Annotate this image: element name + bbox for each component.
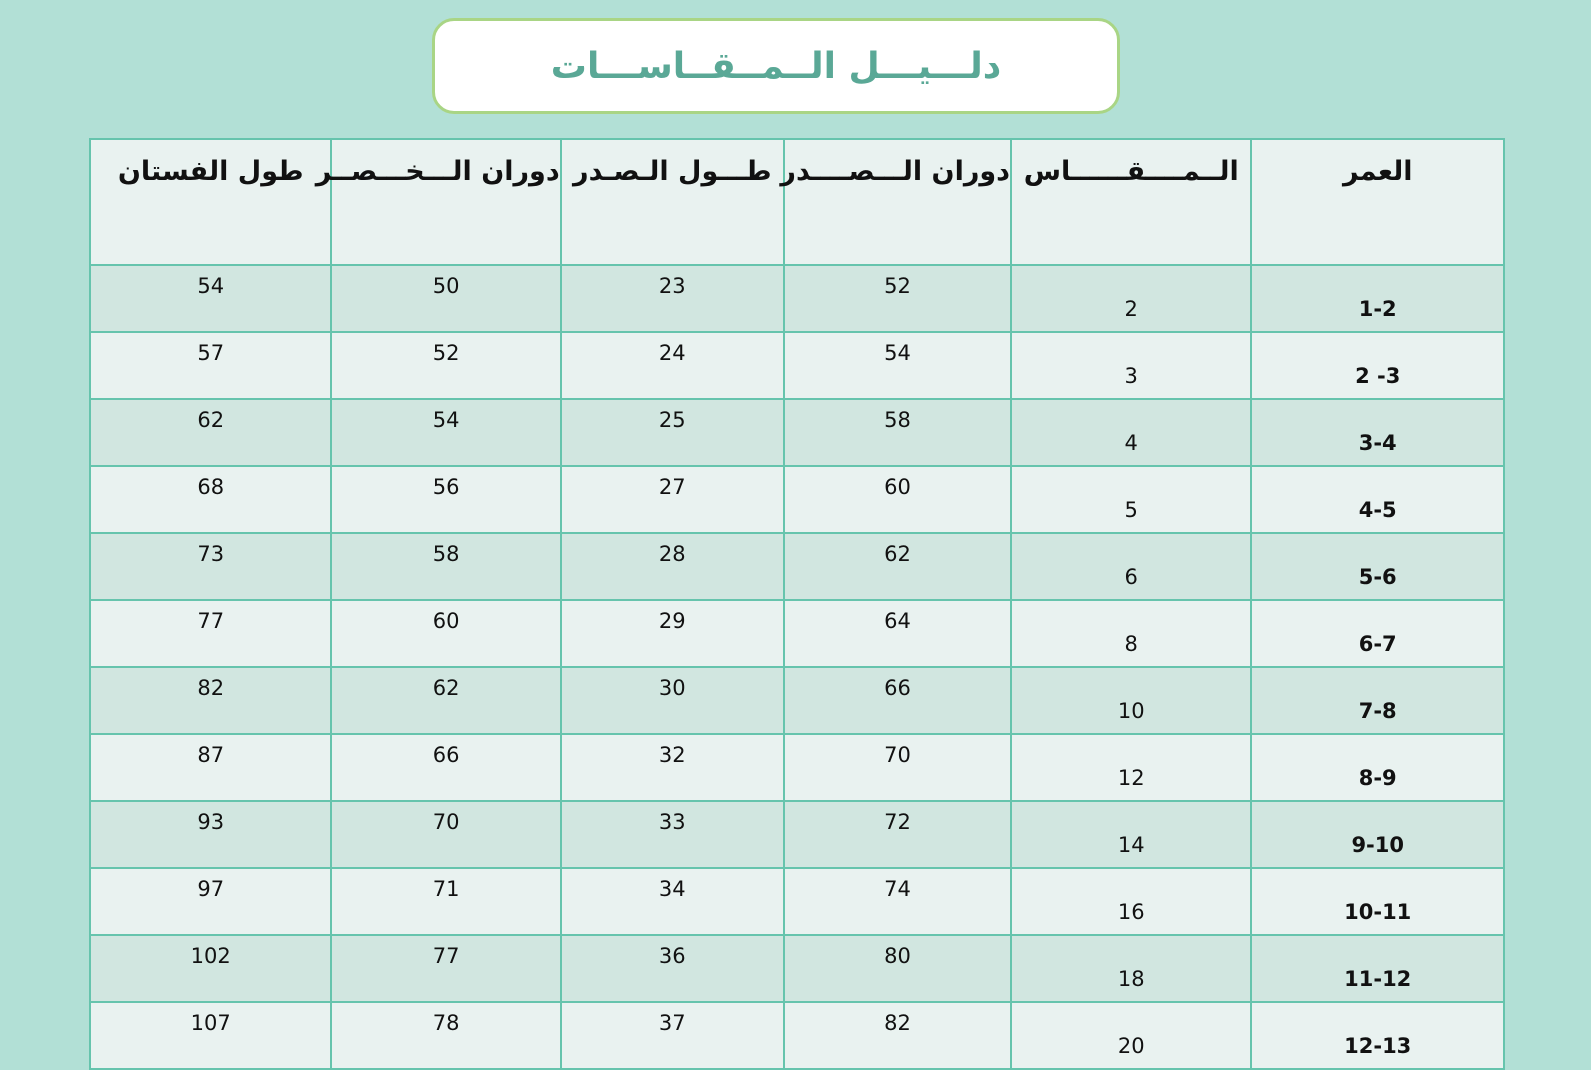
cell-chest-circumference: 74: [784, 868, 1011, 935]
cell-age: 4-5: [1251, 466, 1504, 533]
cell-age: 7-8: [1251, 667, 1504, 734]
cell-age: 11-12: [1251, 935, 1504, 1002]
cell-chest-length: 37: [561, 1002, 784, 1069]
cell-dress-length: 77: [90, 600, 331, 667]
cell-chest-circumference: 54: [784, 332, 1011, 399]
cell-chest-length: 24: [561, 332, 784, 399]
cell-size: 14: [1011, 801, 1251, 868]
cell-age: 8-9: [1251, 734, 1504, 801]
cell-chest-circumference: 60: [784, 466, 1011, 533]
table-row: [90, 466, 1504, 533]
header-chest-length: طـــول الـصـدر: [561, 139, 784, 265]
cell-waist-circumference: 71: [331, 868, 560, 935]
cell-chest-circumference: 58: [784, 399, 1011, 466]
cell-age: 10-11: [1251, 868, 1504, 935]
header-size: الــمــــقــــــاس: [1011, 139, 1251, 265]
cell-dress-length: 73: [90, 533, 331, 600]
cell-size: 18: [1011, 935, 1251, 1002]
cell-dress-length: 97: [90, 868, 331, 935]
cell-size: 16: [1011, 868, 1251, 935]
cell-chest-length: 25: [561, 399, 784, 466]
cell-chest-length: 30: [561, 667, 784, 734]
header-dress-length: طول الفستان: [90, 139, 331, 265]
cell-waist-circumference: 52: [331, 332, 560, 399]
cell-dress-length: 57: [90, 332, 331, 399]
cell-chest-circumference: 70: [784, 734, 1011, 801]
header-waist-circumference: دوران الـــخـــصــر: [331, 139, 560, 265]
cell-waist-circumference: 58: [331, 533, 560, 600]
cell-waist-circumference: 56: [331, 466, 560, 533]
cell-chest-length: 23: [561, 265, 784, 332]
cell-size: 4: [1011, 399, 1251, 466]
cell-dress-length: 82: [90, 667, 331, 734]
cell-age: 1-2: [1251, 265, 1504, 332]
cell-age: 3-4: [1251, 399, 1504, 466]
cell-size: 6: [1011, 533, 1251, 600]
cell-size: 8: [1011, 600, 1251, 667]
table-row: [90, 667, 1504, 734]
cell-chest-circumference: 66: [784, 667, 1011, 734]
cell-size: 12: [1011, 734, 1251, 801]
cell-chest-circumference: 52: [784, 265, 1011, 332]
cell-waist-circumference: 66: [331, 734, 560, 801]
header-age: العمر: [1251, 139, 1504, 265]
cell-age: 5-6: [1251, 533, 1504, 600]
cell-chest-length: 28: [561, 533, 784, 600]
cell-chest-circumference: 64: [784, 600, 1011, 667]
page-title: دلـــيـــل الــمــقــاســـات: [550, 45, 1002, 87]
header-chest-circumference: دوران الـــصــــدر: [784, 139, 1011, 265]
title-box: [432, 18, 1120, 114]
table-row: [90, 1002, 1504, 1069]
cell-chest-length: 29: [561, 600, 784, 667]
cell-dress-length: 54: [90, 265, 331, 332]
cell-age: 12-13: [1251, 1002, 1504, 1069]
table-row: [90, 332, 1504, 399]
cell-dress-length: 107: [90, 1002, 331, 1069]
table-row: [90, 399, 1504, 466]
cell-waist-circumference: 78: [331, 1002, 560, 1069]
table-body: [90, 265, 1504, 1069]
cell-waist-circumference: 70: [331, 801, 560, 868]
size-chart-table: [89, 138, 1505, 1070]
cell-chest-circumference: 72: [784, 801, 1011, 868]
table-row: [90, 533, 1504, 600]
cell-age: 2 -3: [1251, 332, 1504, 399]
table-row: [90, 734, 1504, 801]
cell-chest-length: 33: [561, 801, 784, 868]
cell-size: 20: [1011, 1002, 1251, 1069]
cell-age: 6-7: [1251, 600, 1504, 667]
cell-size: 5: [1011, 466, 1251, 533]
cell-waist-circumference: 60: [331, 600, 560, 667]
cell-chest-length: 36: [561, 935, 784, 1002]
cell-chest-circumference: 80: [784, 935, 1011, 1002]
cell-chest-circumference: 62: [784, 533, 1011, 600]
cell-waist-circumference: 77: [331, 935, 560, 1002]
cell-dress-length: 87: [90, 734, 331, 801]
cell-dress-length: 62: [90, 399, 331, 466]
cell-dress-length: 68: [90, 466, 331, 533]
cell-dress-length: 93: [90, 801, 331, 868]
cell-chest-length: 27: [561, 466, 784, 533]
cell-waist-circumference: 54: [331, 399, 560, 466]
table-row: [90, 935, 1504, 1002]
cell-size: 3: [1011, 332, 1251, 399]
cell-chest-length: 32: [561, 734, 784, 801]
table-row: [90, 600, 1504, 667]
cell-waist-circumference: 62: [331, 667, 560, 734]
cell-age: 9-10: [1251, 801, 1504, 868]
cell-waist-circumference: 50: [331, 265, 560, 332]
cell-chest-circumference: 82: [784, 1002, 1011, 1069]
table-row: [90, 801, 1504, 868]
cell-dress-length: 102: [90, 935, 331, 1002]
table-row: [90, 265, 1504, 332]
cell-size: 2: [1011, 265, 1251, 332]
cell-size: 10: [1011, 667, 1251, 734]
cell-chest-length: 34: [561, 868, 784, 935]
table-header-row: [90, 139, 1504, 265]
table-row: [90, 868, 1504, 935]
